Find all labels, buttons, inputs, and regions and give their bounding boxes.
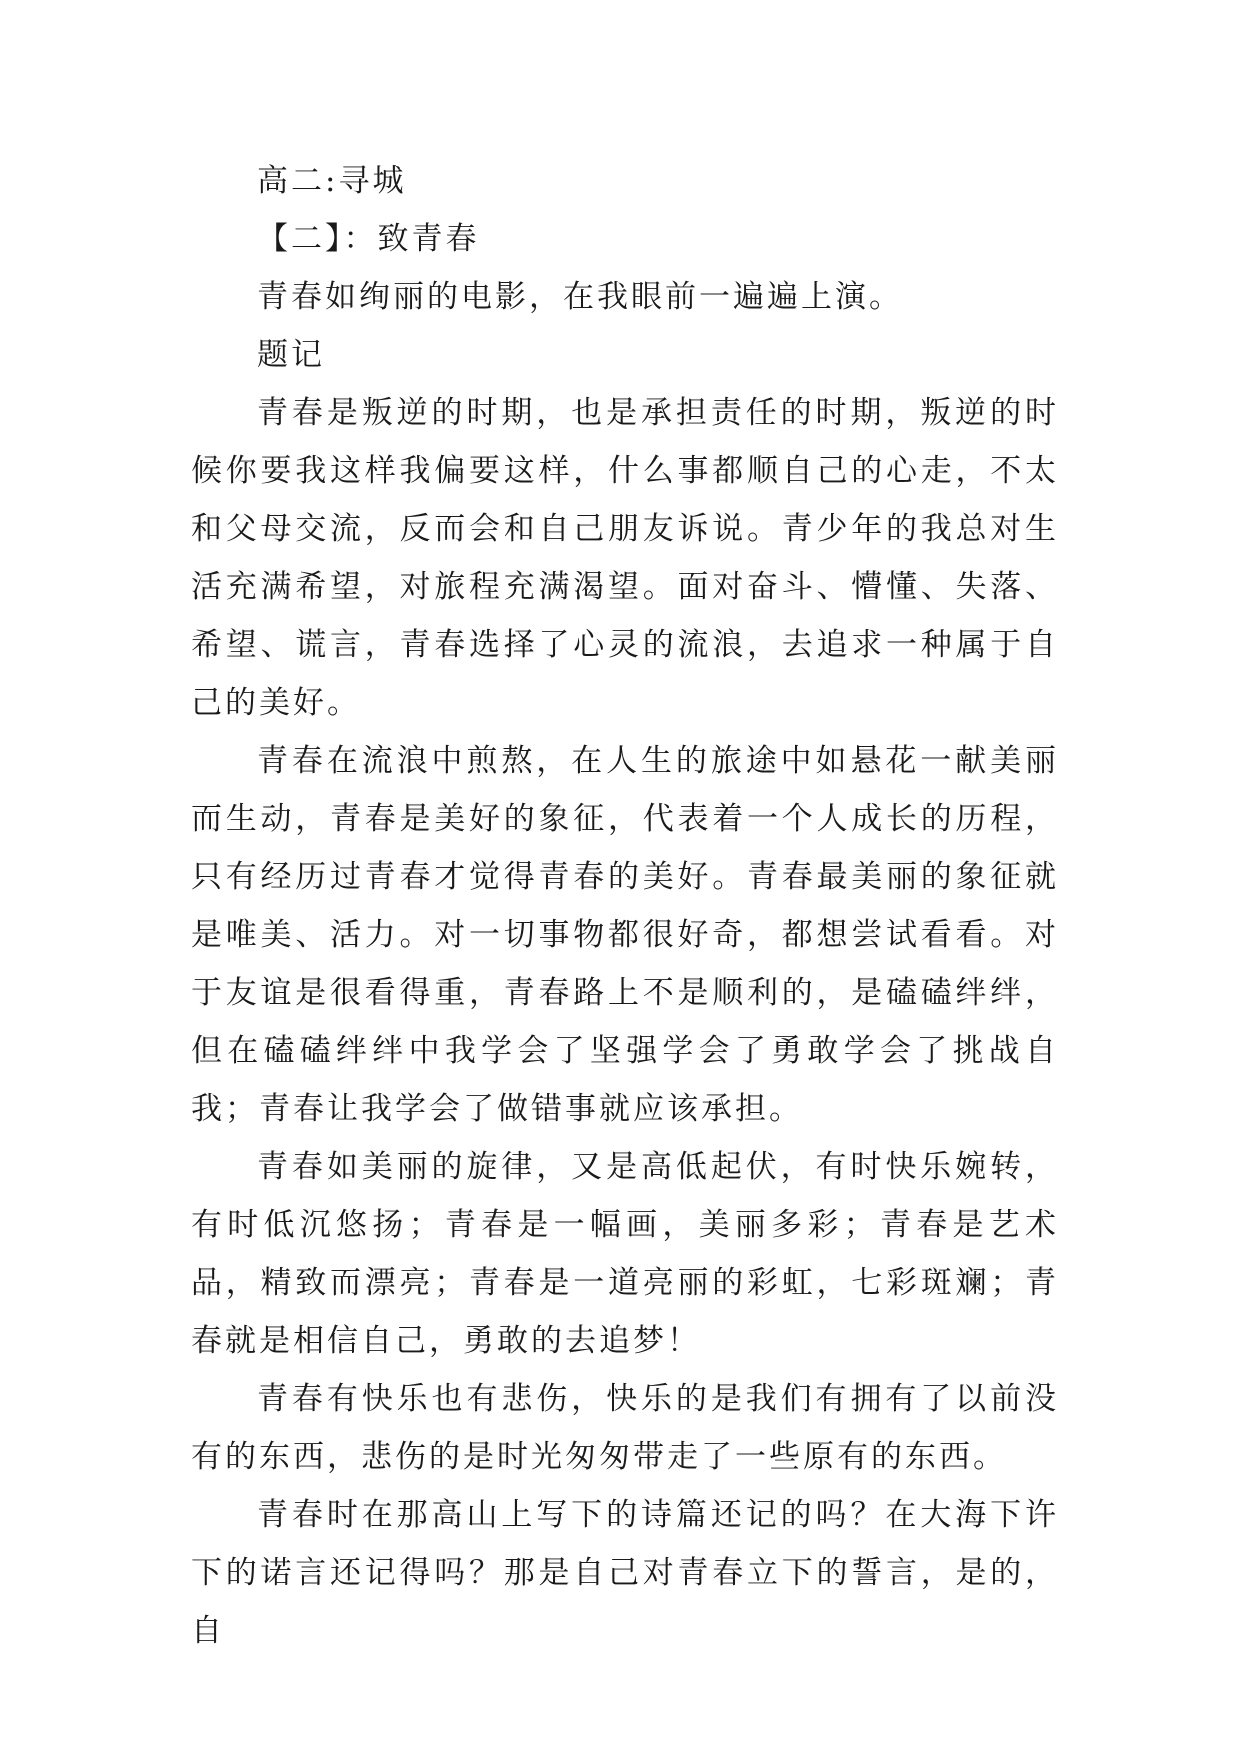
epigraph: 青春如绚丽的电影，在我眼前一遍遍上演。	[257, 279, 903, 315]
paragraph-1: 青春是叛逆的时期，也是承担责任的时期，叛逆的时候你要我这样我偏要这样，什么事都顺自己的心走，不太和父母交流，反而会和自己朋友诉说。青少年的我总对生活充满希望，对旅程充满渴望。面对奋斗、懵懂、失落、希望、谎言，青春选择了心灵的流浪，去追求一种属于自己的美好。	[191, 395, 1059, 721]
paragraph-5: 青春时在那高山上写下的诗篇还记的吗？在大海下许下的诺言还记得吗？那是自己对青春立下的誓言，是的，自	[191, 1497, 1059, 1649]
paragraph-2: 青春在流浪中煎熬，在人生的旅途中如悬花一献美丽而生动，青春是美好的象征，代表着一个人成长的历程，只有经历过青春才觉得青春的美好。青春最美丽的象征就是唯美、活力。对一切事物都很好奇，都想尝试看看。对于友谊是很看得重，青春路上不是顺利的，是磕磕绊绊，但在磕磕绊绊中我学会了坚强学会了勇敢学会了挑战自我；青春让我学会了做错事就应该承担。	[191, 743, 1059, 1127]
epigraph-note: 题记	[257, 337, 325, 373]
document-heading: 高二:寻城	[257, 163, 407, 199]
paragraph-4: 青春有快乐也有悲伤，快乐的是我们有拥有了以前没有的东西，悲伤的是时光匆匆带走了一些原有的东西。	[191, 1381, 1059, 1475]
section-title: 【二】：致青春	[257, 221, 480, 257]
document-body	[191, 152, 1059, 1660]
paragraph-3: 青春如美丽的旋律，又是高低起伏，有时快乐婉转，有时低沉悠扬；青春是一幅画，美丽多彩；青春是艺术品，精致而漂亮；青春是一道亮丽的彩虹，七彩斑斓；青春就是相信自己，勇敢的去追梦！	[191, 1149, 1059, 1359]
